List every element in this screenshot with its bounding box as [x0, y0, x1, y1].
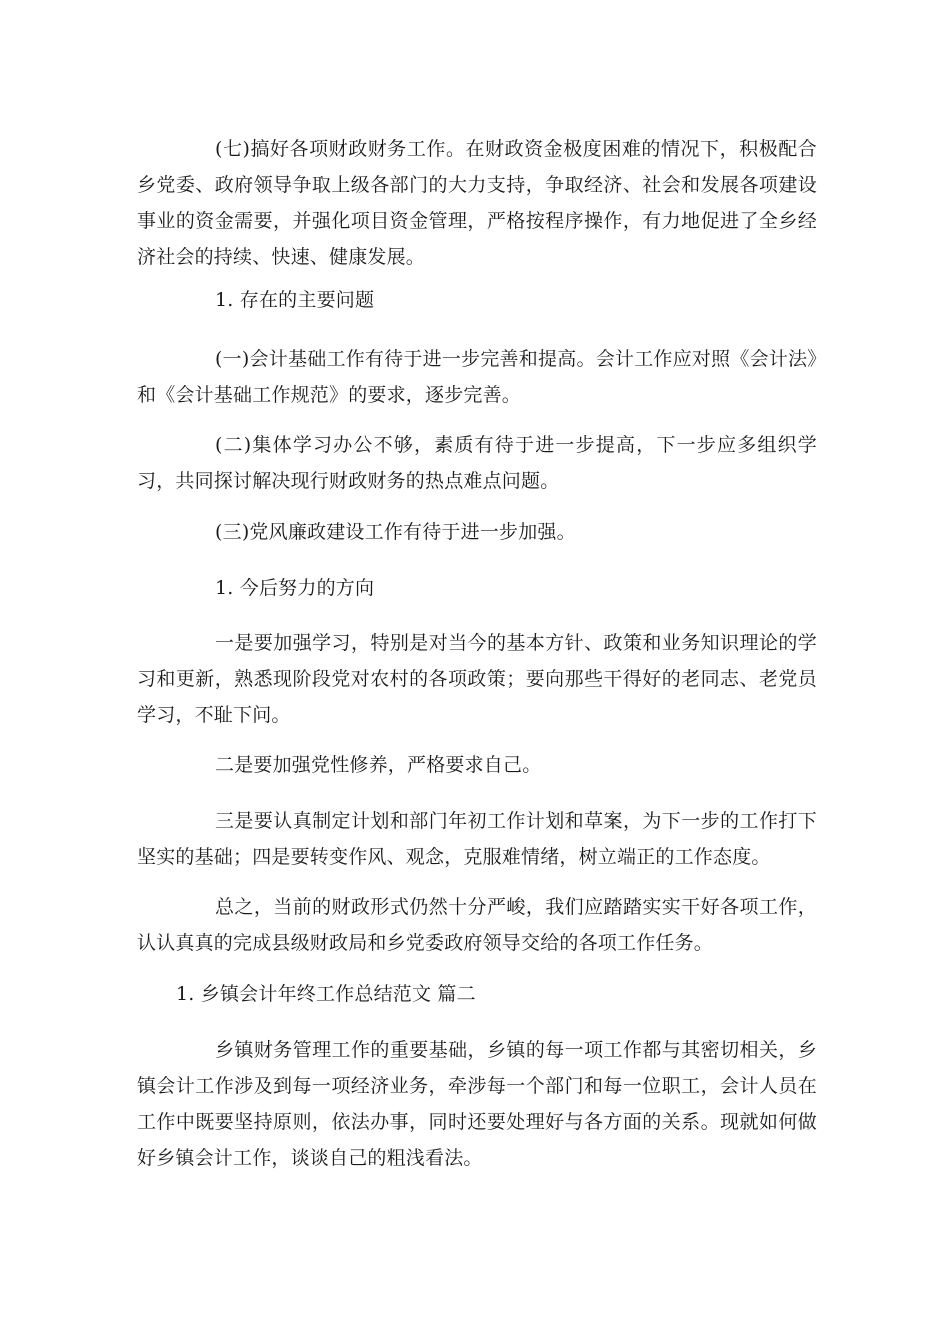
- paragraph-strengthen-study: 一是要加强学习，特别是对当今的基本方针、政策和业务知识理论的学习和更新，熟悉现阶段党对农村的各项政策；要向那些干得好的老同志、老党员学习，不耻下问。: [137, 632, 817, 726]
- paragraph-party-spirit: 二是要加强党性修养，严格要求自己。: [215, 754, 542, 776]
- paragraph-township-accounting: 乡镇财务管理工作的重要基础，乡镇的每一项工作都与其密切相关，乡镇会计工作涉及到每一项经济业务，牵涉每一个部门和每一位职工，会计人员在工作中既要坚持原则，依法办事，同时还要处理好与各方面的关系。现就如何做好乡镇会计工作，谈谈自己的粗浅看法。: [137, 1039, 817, 1169]
- heading-future-direction: 1. 今后努力的方向: [215, 577, 375, 599]
- paragraph-collective-study: (二)集体学习办公不够，素质有待于进一步提高，下一步应多组织学习，共同探讨解决现行财政财务的热点难点问题。: [137, 434, 817, 492]
- paragraph-financial-work: (七)搞好各项财政财务工作。在财政资金极度困难的情况下，积极配合乡党委、政府领导争取上级各部门的大力支持，争取经济、社会和发展各项建设事业的资金需要，并强化项目资金管理，严格按程序操作，有力地促进了全乡经济社会的持续、快速、健康发展。: [137, 138, 817, 268]
- heading-main-problems: 1. 存在的主要问题: [215, 289, 375, 311]
- heading-section-two: 1. 乡镇会计年终工作总结范文 篇二: [176, 983, 476, 1005]
- paragraph-plan-and-style: 三是要认真制定计划和部门年初工作计划和草案，为下一步的工作打下坚实的基础；四是要转变作风、观念，克服难情绪，树立端正的工作态度。: [137, 810, 817, 868]
- paragraph-conclusion: 总之，当前的财政形式仍然十分严峻，我们应踏踏实实干好各项工作，认认真真的完成县级财政局和乡党委政府领导交给的各项工作任务。: [137, 896, 817, 954]
- paragraph-accounting-basics: (一)会计基础工作有待于进一步完善和提高。会计工作应对照《会计法》和《会计基础工作规范》的要求，逐步完善。: [137, 348, 817, 406]
- paragraph-party-conduct: (三)党风廉政建设工作有待于进一步加强。: [215, 521, 576, 543]
